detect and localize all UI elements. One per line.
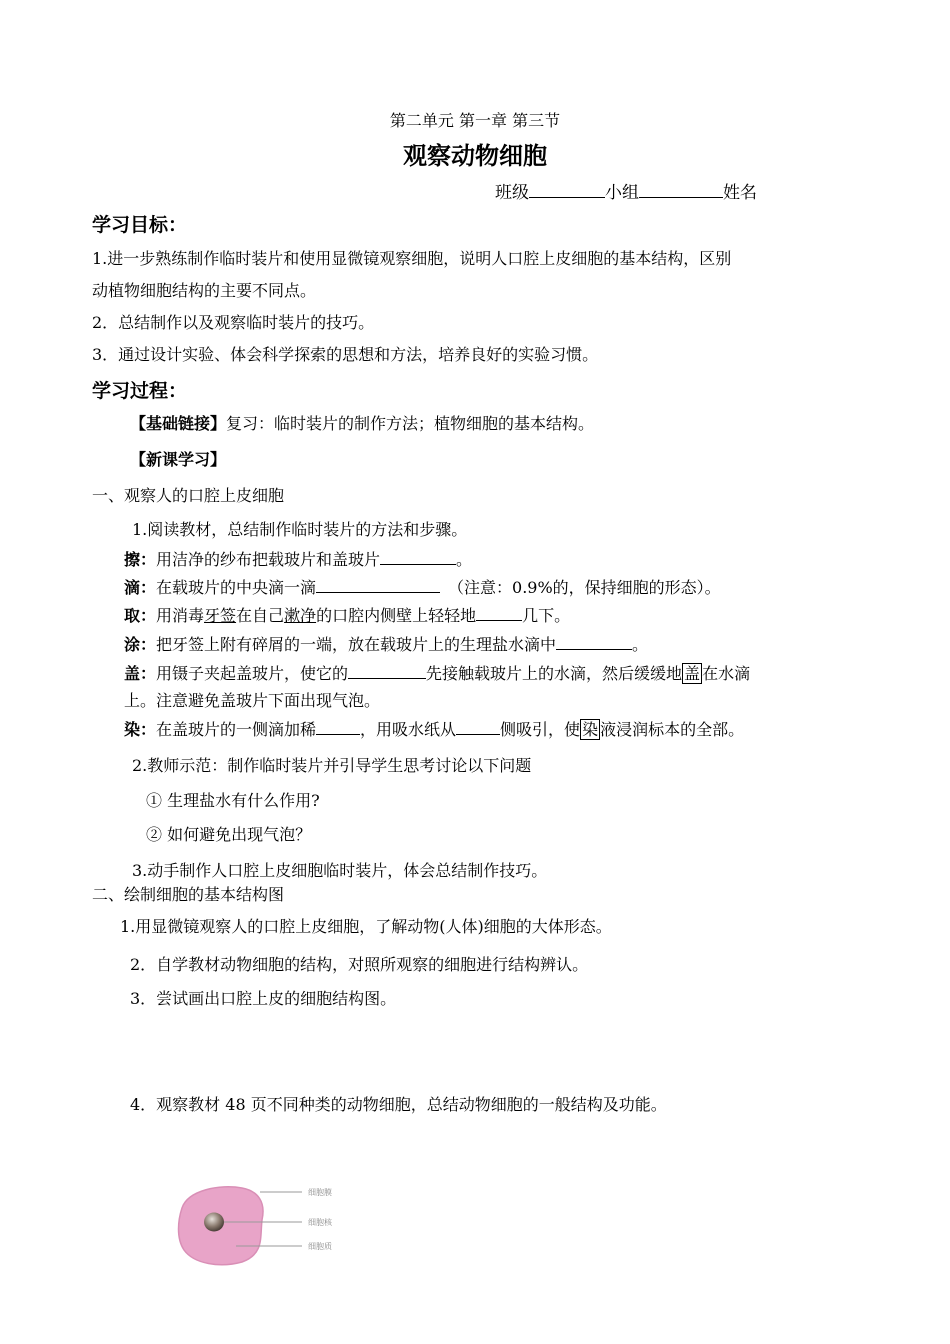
take-text-1: 用消毒 [156, 606, 205, 625]
label-cytoplasm: 细胞质 [308, 1242, 332, 1251]
wipe-end: 。 [456, 550, 473, 569]
label-nucleus: 细胞核 [308, 1218, 332, 1227]
take-rinsed: 漱净 [284, 606, 317, 625]
label-membrane: 细胞膜 [308, 1188, 332, 1197]
basic-link-tag: 【基础链接】 [130, 414, 227, 433]
name-label: 姓名 [723, 183, 757, 203]
cover-text-1: 用镊子夹起盖玻片，使它的 [156, 664, 349, 683]
stain-text-4: 液浸润标本的全部。 [600, 720, 745, 739]
student-info-line [495, 178, 757, 203]
drop-text: 在载玻片的中央滴一滴 [156, 578, 317, 597]
stain-text-2: ，用吸水纸从 [360, 720, 457, 739]
cover-text-3: 在水滴 [702, 664, 751, 683]
wipe-text: 用洁净的纱布把载玻片和盖玻片 [156, 550, 381, 569]
stain-text-1: 在盖玻片的一侧滴加稀 [156, 720, 317, 739]
cover-line-2: 上。注意避免盖玻片下面出现气泡。 [124, 691, 381, 710]
objective-2: 2．总结制作以及观察临时装片的技巧。 [92, 313, 375, 332]
drop-blank[interactable] [316, 577, 440, 593]
basic-link-text: 复习：临时装片的制作方法；植物细胞的基本结构。 [226, 414, 595, 433]
section-1-step-1: 1.阅读教材，总结制作临时装片的方法和步骤。 [132, 520, 468, 539]
section-2-step-3: 3．尝试画出口腔上皮的细胞结构图。 [130, 989, 397, 1008]
section-1-step-3: 3.动手制作人口腔上皮细胞临时装片，体会总结制作技巧。 [132, 861, 548, 880]
stain-blank-2[interactable] [456, 719, 500, 735]
smear-text: 把牙签上附有碎屑的一端，放在载玻片上的生理盐水滴中 [156, 635, 557, 654]
stain-blank-1[interactable] [316, 719, 360, 735]
objective-1-line-2: 动植物细胞结构的主要不同点。 [92, 281, 317, 300]
objectives-heading: 学习目标： [92, 214, 188, 236]
section-1-title: 一、观察人的口腔上皮细胞 [92, 486, 285, 505]
take-text-2: 在自己 [236, 606, 285, 625]
smear-label: 涂： [124, 635, 157, 654]
cover-boxed-char: 盖 [684, 664, 701, 683]
section-1-step-2: 2.教师示范：制作临时装片并引导学生思考讨论以下问题 [132, 756, 532, 775]
wipe-label: 擦： [124, 550, 157, 569]
step-drop [124, 575, 721, 598]
step-cover [124, 661, 750, 684]
take-toothpick: 牙签 [204, 606, 237, 625]
cover-blank[interactable] [348, 663, 426, 679]
new-lesson-tag: 【新课学习】 [130, 450, 227, 469]
cover-text-2: 先接触载玻片上的水滴，然后缓缓地 [426, 664, 683, 683]
section-2-title: 二、绘制细胞的基本结构图 [92, 885, 285, 904]
section-2-step-2: 2．自学教材动物细胞的结构，对照所观察的细胞进行结构辨认。 [130, 955, 589, 974]
take-end: 几下。 [522, 606, 571, 625]
objective-3: 3．通过设计实验、体会科学探索的思想和方法，培养良好的实验习惯。 [92, 345, 599, 364]
take-blank[interactable] [476, 605, 522, 621]
smear-end: 。 [632, 635, 649, 654]
stain-boxed-char: 染 [582, 720, 599, 739]
step-smear [124, 632, 648, 655]
step-stain [124, 717, 744, 740]
unit-chapter-line: 第二单元 第一章 第三节 [389, 111, 561, 130]
group-label: 小组 [605, 183, 639, 203]
class-field[interactable] [529, 182, 605, 198]
cover-label: 盖： [124, 664, 157, 683]
stain-label: 染： [124, 720, 157, 739]
step-take [124, 603, 570, 626]
drop-note: （注意：0.9%的，保持细胞的形态）。 [448, 578, 721, 597]
section-2-step-4: 4．观察教材 48 页不同种类的动物细胞，总结动物细胞的一般结构及功能。 [130, 1095, 667, 1114]
group-field[interactable] [639, 182, 723, 198]
question-1: ① 生理盐水有什么作用? [146, 791, 320, 810]
smear-blank[interactable] [556, 634, 632, 650]
process-heading: 学习过程： [92, 380, 188, 402]
animal-cell-diagram [170, 1180, 380, 1270]
section-2-step-1: 1.用显微镜观察人的口腔上皮细胞，了解动物(人体)细胞的大体形态。 [120, 917, 612, 936]
take-label: 取： [124, 606, 157, 625]
drop-label: 滴： [124, 578, 157, 597]
question-2: ② 如何避免出现气泡？ [146, 825, 312, 844]
stain-text-3: 侧吸引，使 [500, 720, 581, 739]
step-wipe [124, 547, 472, 570]
nucleus [204, 1213, 224, 1232]
class-label: 班级 [495, 183, 529, 203]
wipe-blank[interactable] [380, 549, 456, 565]
take-text-3: 的口腔内侧壁上轻轻地 [316, 606, 477, 625]
page-title: 观察动物细胞 [403, 142, 547, 170]
basic-link-line [130, 411, 594, 434]
objective-1-line-1: 1.进一步熟练制作临时装片和使用显微镜观察细胞，说明人口腔上皮细胞的基本结构，区别 [92, 249, 732, 268]
